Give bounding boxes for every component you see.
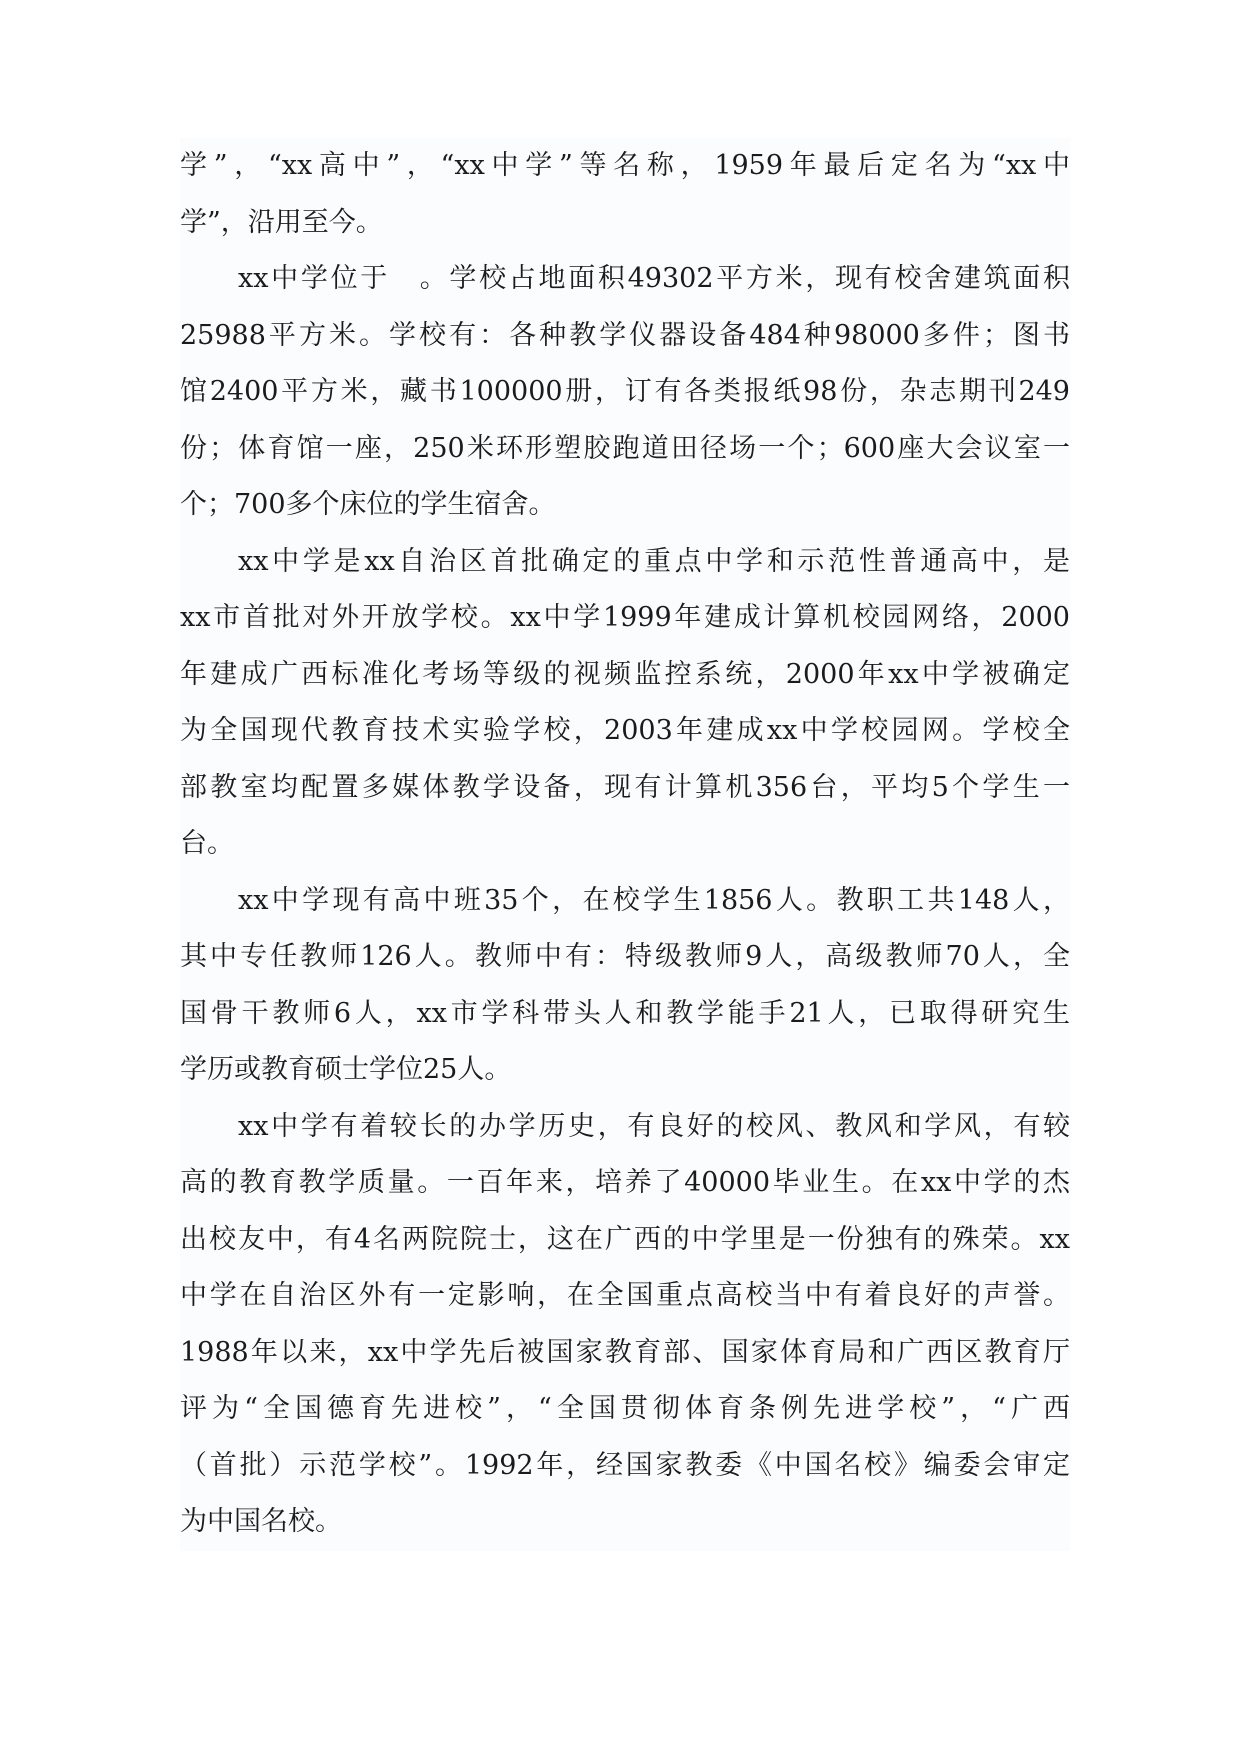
text-line: 1988年以来，xx中学先后被国家教育部、国家体育局和广西区教育厅: [180, 1336, 1070, 1368]
text-line: （首批）示范学校”。1992年，经国家教委《中国名校》编委会审定: [180, 1449, 1070, 1481]
text-line: 中学在自治区外有一定影响，在全国重点高校当中有着良好的声誉。: [180, 1280, 1070, 1311]
text-line: xx中学是xx自治区首批确定的重点中学和示范性普通高中，是: [238, 545, 1070, 577]
text-line: 部教室均配置多媒体教学设备，现有计算机356台，平均5个学生一: [180, 771, 1070, 803]
text-line: 个；700多个床位的学生宿舍。: [180, 489, 556, 520]
text-line: xx中学有着较长的办学历史，有良好的校风、教风和学风，有较: [238, 1110, 1070, 1142]
text-line: 为全国现代教育技术实验学校，2003年建成xx中学校园网。学校全: [180, 715, 1070, 746]
text-line: 国骨干教师6人，xx市学科带头人和教学能手21人，已取得研究生: [180, 997, 1070, 1029]
text-line: 份；体育馆一座，250米环形塑胶跑道田径场一个；600座大会议室一: [180, 432, 1070, 464]
text-line: 年建成广西标准化考场等级的视频监控系统，2000年xx中学被确定: [180, 658, 1070, 690]
text-line: 评为“全国德育先进校”，“全国贯彻体育条例先进学校”，“广西: [180, 1393, 1070, 1424]
text-line: 学”，沿用至今。: [180, 206, 383, 238]
text-line: 出校友中，有4名两院院士，这在广西的中学里是一份独有的殊荣。xx: [180, 1223, 1070, 1255]
text-line: 台。: [180, 828, 234, 859]
text-line: 高的教育教学质量。一百年来，培养了40000毕业生。在xx中学的杰: [180, 1167, 1070, 1198]
text-line: 学历或教育硕士学位25人。: [180, 1054, 512, 1085]
text-line: xx中学位于 。学校占地面积49302平方米，现有校舍建筑面积: [238, 263, 1070, 294]
text-line: 学”，“xx高中”，“xx中学”等名称，1959年最后定名为“xx中: [180, 150, 1070, 181]
text-line: xx市首批对外开放学校。xx中学1999年建成计算机校园网络，2000: [180, 602, 1070, 633]
text-line: 为中国名校。: [180, 1506, 342, 1537]
text-line: 25988平方米。学校有：各种教学仪器设备484种98000多件；图书: [180, 319, 1070, 351]
text-line: 馆2400平方米，藏书100000册，订有各类报纸98份，杂志期刊249: [180, 376, 1070, 407]
text-line: xx中学现有高中班35个，在校学生1856人。教职工共148人，: [238, 884, 1070, 916]
document-body: [180, 138, 1070, 1551]
text-line: 其中专任教师126人。教师中有：特级教师9人，高级教师70人，全: [180, 941, 1070, 972]
